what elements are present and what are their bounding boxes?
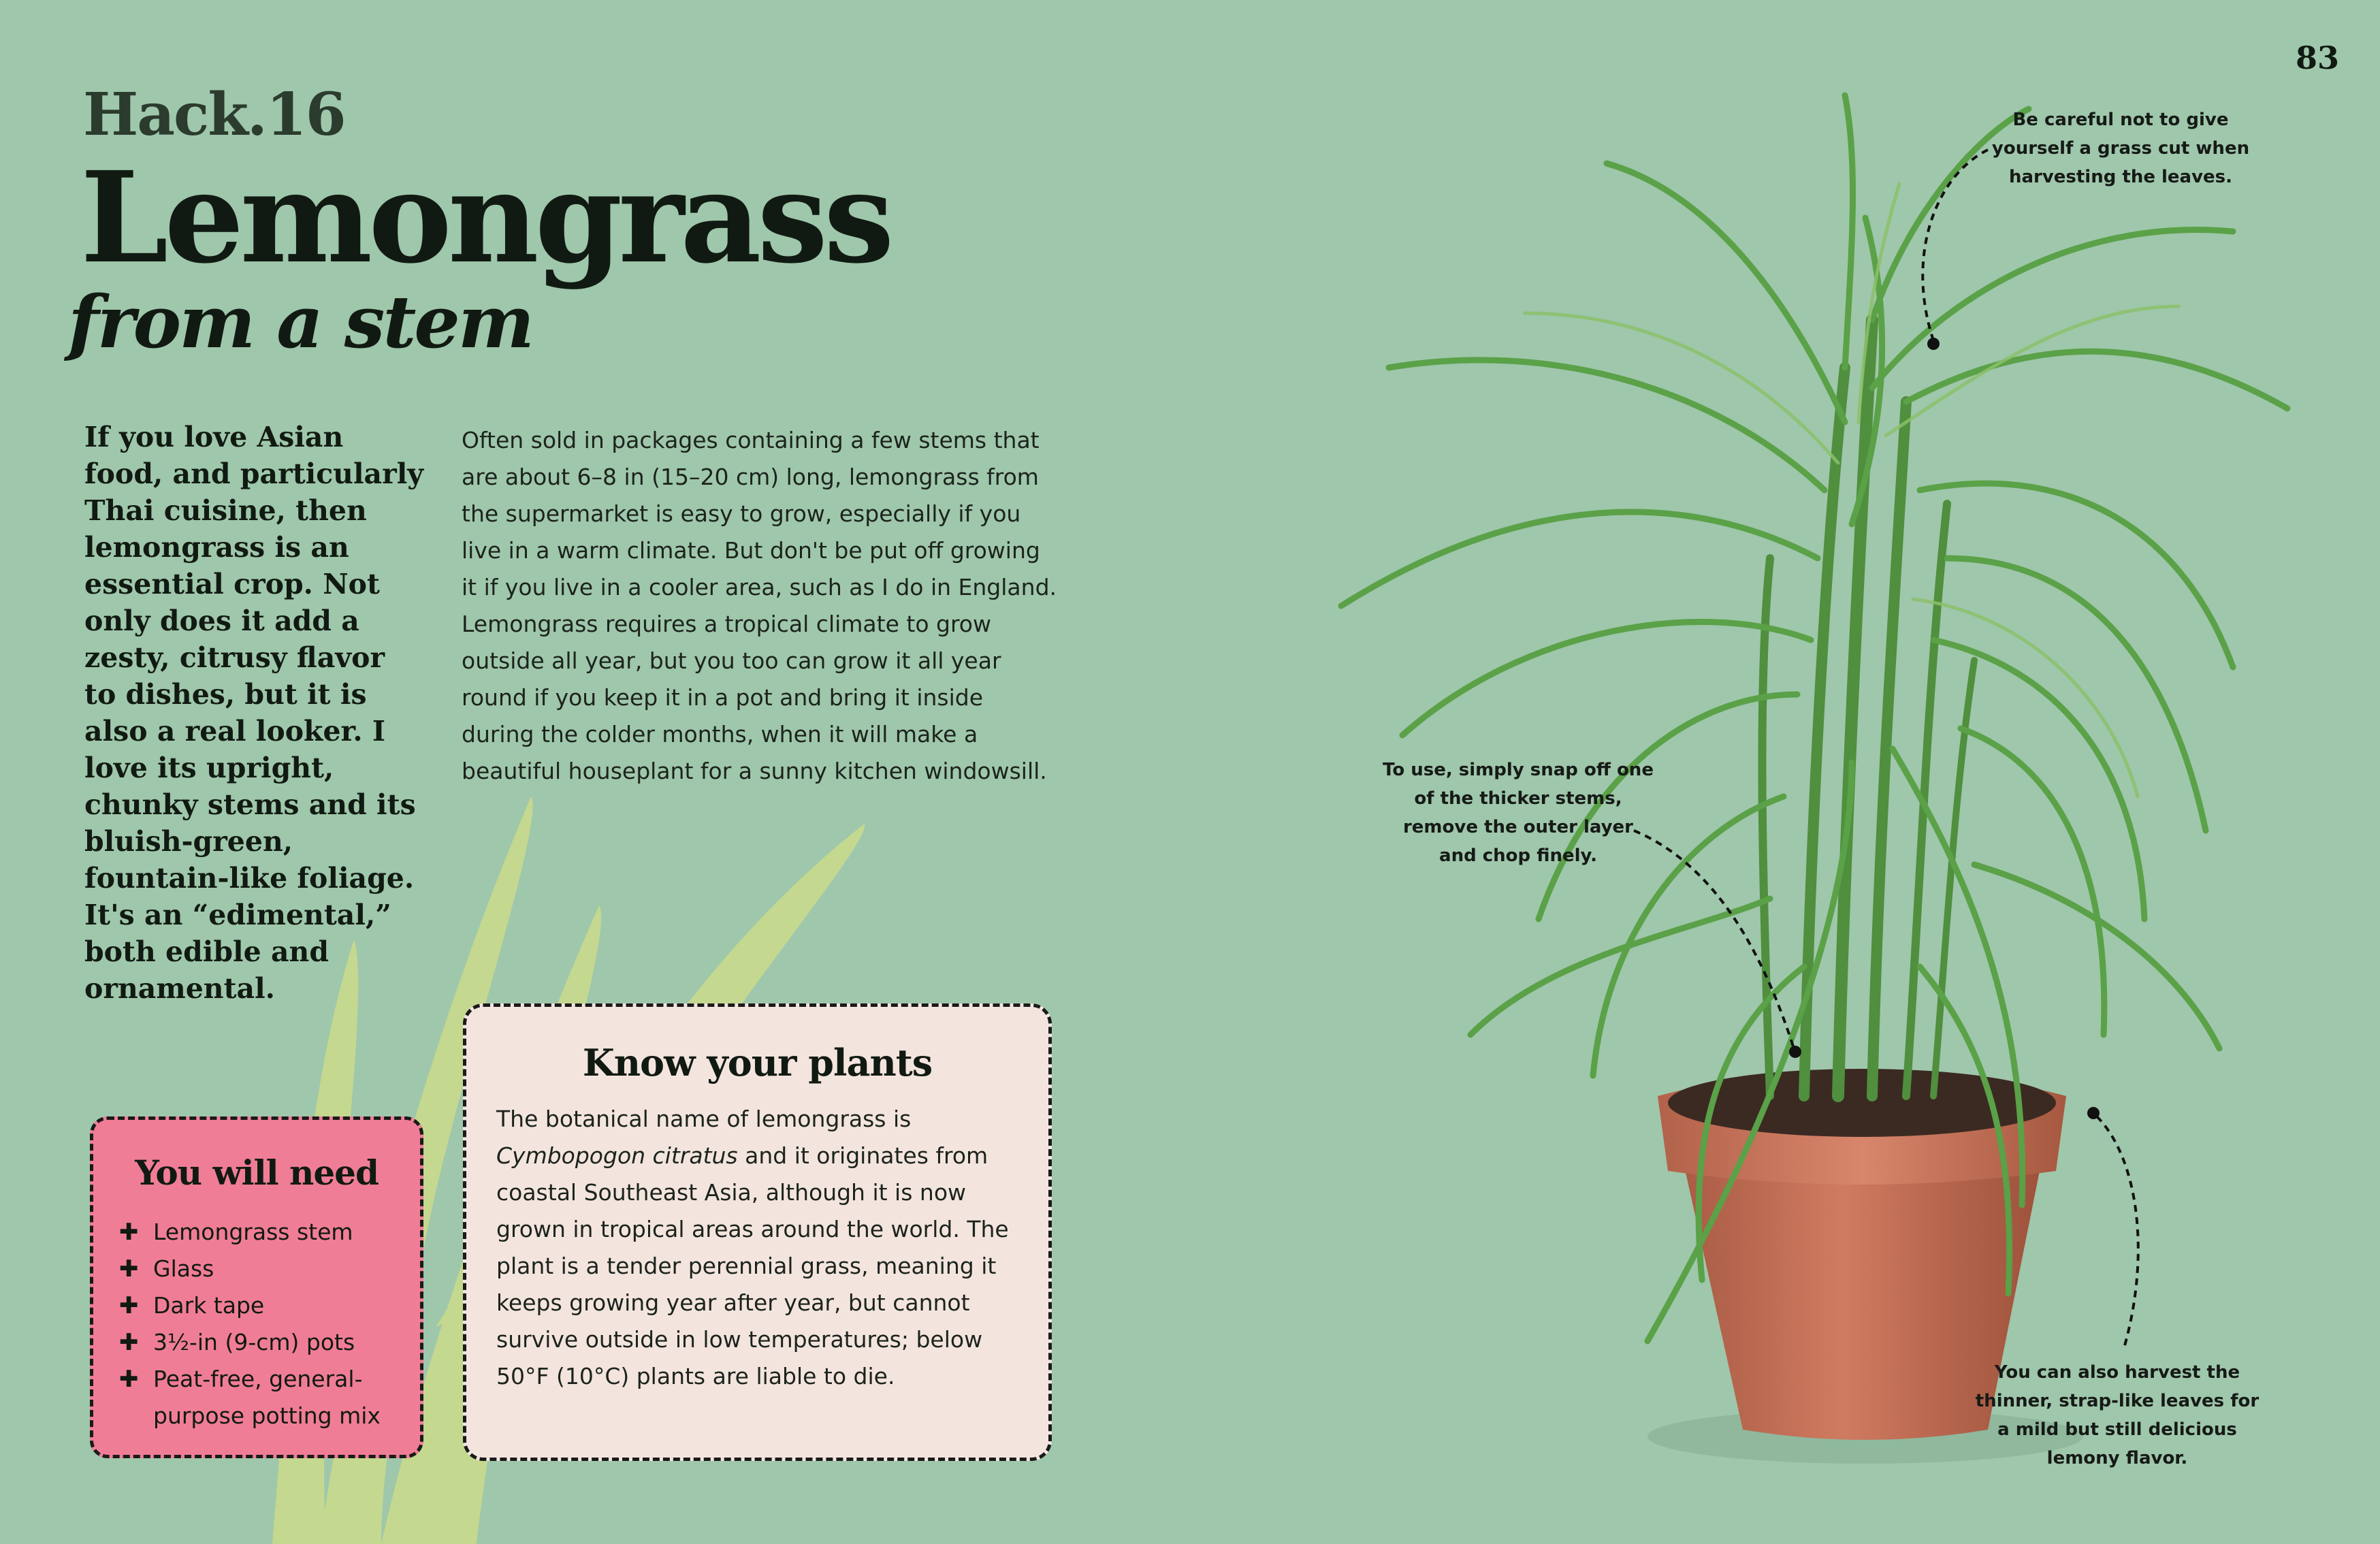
you-will-need-box bbox=[90, 1116, 423, 1458]
know-your-plants-text: The botanical name of lemongrass is Cymbopogon citratus and it originates from coastal Southeast Asia, although it is now grown in tropical areas around the world. The plant is a tender perennial grass, meaning it keeps growing year after year, but cannot survive outside in low temperatures; below 50°F (10°C) plants are liable to die. bbox=[496, 1106, 1009, 1389]
body-paragraph: Often sold in packages containing a few stems that are about 6–8 in (15–20 cm) long, lemongrass from the supermarket is easy to grow, especially if you live in a warm climate. But don't be put off growing it if you live in a cooler area, such as I do in England. Lemongrass requires a tropical climate to grow outside all year, but you too can grow it all year round if you keep it in a pot and bring it inside during the colder months, when it will make a beautiful houseplant for a sunny kitchen windowsill. bbox=[462, 427, 1057, 784]
list-item: ✚ Glass bbox=[119, 1251, 405, 1287]
callout-how-to-use: To use, simply snap off one of the thicker stems, remove the outer layer and chop finely. bbox=[1383, 760, 1654, 866]
hack-label: Hack.16 bbox=[83, 80, 345, 149]
list-item: ✚ Peat-free, general-purpose potting mix bbox=[119, 1361, 405, 1434]
you-will-need-title: You will need bbox=[135, 1153, 379, 1193]
plus-icon: ✚ bbox=[119, 1219, 139, 1246]
plus-icon: ✚ bbox=[119, 1366, 139, 1393]
plus-icon: ✚ bbox=[119, 1255, 139, 1283]
page-subtitle: from a stem bbox=[68, 279, 533, 364]
intro-paragraph: If you love Asian food, and particularly Thai cuisine, then lemongrass is an essential crop. Not only does it add a zesty, citrusy flavor to dishes, but it is also a real looker. I love its upright, chunky stems and its bluish-green, fountain-like foliage. It's an “edimental,” both edible and ornamental. bbox=[84, 421, 424, 1005]
callout-harvest-caution: Be careful not to give yourself a grass cut when harvesting the leaves. bbox=[1991, 110, 2250, 187]
page-title: Lemongrass bbox=[80, 144, 890, 291]
list-item: ✚ Dark tape bbox=[119, 1287, 405, 1324]
callout-dot-top bbox=[1927, 338, 1940, 350]
list-item: ✚ Lemongrass stem bbox=[119, 1214, 405, 1251]
know-your-plants-title: Know your plants bbox=[582, 1041, 933, 1084]
callout-thinner-leaves: You can also harvest the thinner, strap-like leaves for a mild but still delicious lemony flavor. bbox=[1975, 1362, 2260, 1468]
callout-line-bottom bbox=[2097, 1116, 2138, 1348]
page-number: 83 bbox=[2295, 39, 2339, 76]
callout-dot-bottom bbox=[2087, 1107, 2100, 1119]
botanical-name: Cymbopogon citratus bbox=[496, 1142, 738, 1169]
supplies-list bbox=[119, 1214, 405, 1434]
list-item: ✚ 3½-in (9-cm) pots bbox=[119, 1324, 405, 1361]
lemongrass-plant-photo bbox=[1171, 82, 2380, 1544]
plus-icon: ✚ bbox=[119, 1292, 139, 1319]
plus-icon: ✚ bbox=[119, 1329, 139, 1356]
callout-dot-middle bbox=[1789, 1046, 1801, 1058]
know-your-plants-box bbox=[463, 1003, 1052, 1461]
